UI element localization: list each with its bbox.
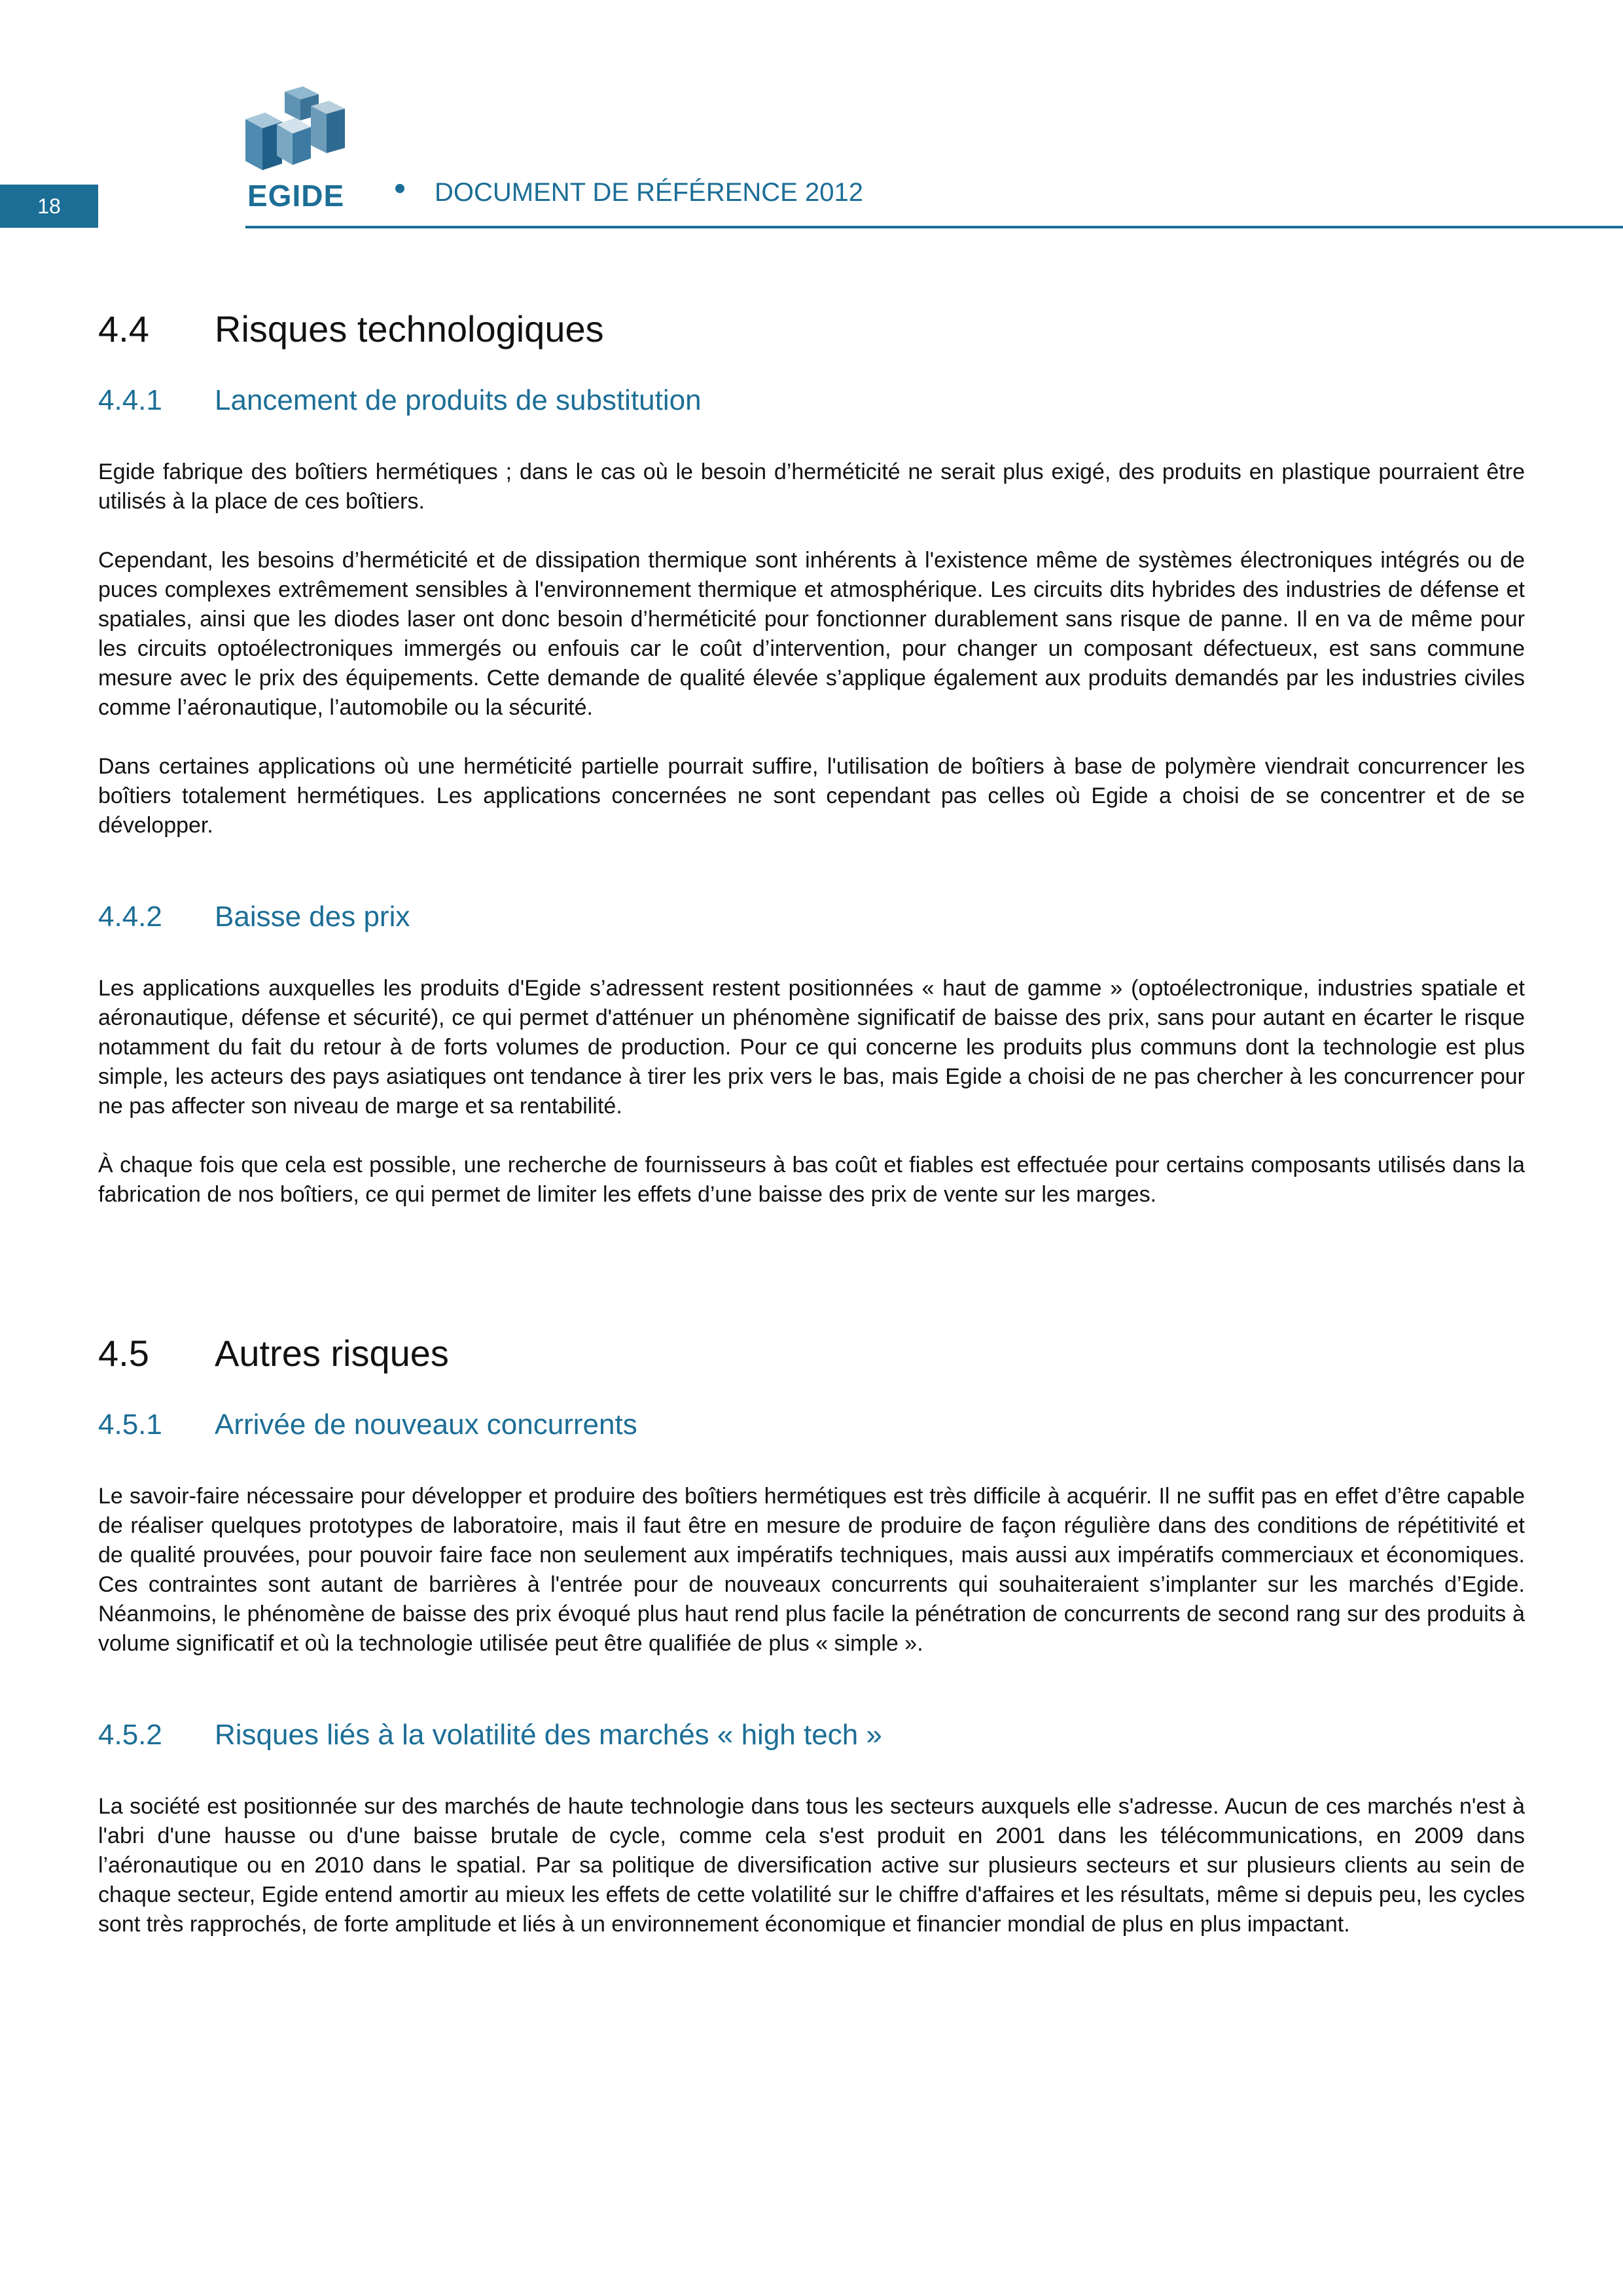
subsection-title: Baisse des prix [215, 901, 410, 933]
paragraph: À chaque fois que cela est possible, une recherche de fournisseurs à bas coût et fiables est effectuée pour certains composants utilisés dans la fabrication de nos boîtiers, ce qui permet de limiter les effets d’une baisse des prix de vente sur les marges. [98, 1153, 1525, 1207]
paragraph: Cependant, les besoins d’herméticité et de dissipation thermique sont inhérents à l'existence même de systèmes électroniques intégrés ou de puces complexes extrêmement sensibles à l'environnement thermique et atmosphérique. Les circuits dits hybrides des industries de défense et spatiales, ainsi que les diodes laser ont donc besoin d’herméticité pour fonctionner durablement sans risque de panne. Il en va de même pour les circuits optoélectroniques immergés ou enfouis car le coût d’intervention, pour changer un composant défectueux, est sans commune mesure avec le prix des équipements. Cette demande de qualité élevée s’applique également aux produits demandés par les industries civiles comme l’aéronautique, l’automobile ou la sécurité. [98, 548, 1525, 720]
header-bullet [395, 184, 404, 193]
logo-wordmark: EGIDE [247, 179, 345, 213]
subsection-heading [98, 1408, 1525, 1441]
paragraph: Dans certaines applications où une herméticité partielle pourrait suffire, l'utilisation de boîtiers à base de polymère viendrait concurrencer les boîtiers totalement hermétiques. Les applications concernées ne sont cependant pas celles où Egide a choisi de se concentrer et de se développer. [98, 754, 1525, 838]
paragraph: Les applications auxquelles les produits d'Egide s’adressent restent positionnées « haut de gamme » (optoélectronique, industries spatiale et aéronautique, défense et sécurité), ce qui permet d'atténuer un phénomène significatif de baisse des prix, sans pour autant en écarter le risque notamment du fait du retour à de forts volumes de production. Pour ce qui concerne les produits plus communs dont la technologie est plus simple, les acteurs des pays asiatiques ont tendance à tirer les prix vers le bas, mais Egide a choisi de ne pas chercher à les concurrencer pour ne pas affecter son niveau de marge et sa rentabilité. [98, 976, 1525, 1119]
section-number: 4.4 [98, 308, 149, 350]
subsection-number: 4.5.1 [98, 1408, 162, 1441]
subsection-title: Risques liés à la volatilité des marchés « high tech » [215, 1719, 882, 1751]
subsection-title: Arrivée de nouveaux concurrents [215, 1408, 637, 1441]
document-title: DOCUMENT DE RÉFÉRENCE 2012 [435, 178, 863, 207]
section-number: 4.5 [98, 1333, 149, 1374]
subsection-heading [98, 901, 1525, 933]
subsection-title: Lancement de produits de substitution [215, 384, 702, 416]
subsection-heading [98, 384, 1525, 417]
section-title: Autres risques [215, 1333, 449, 1374]
paragraph: Egide fabrique des boîtiers hermétiques ; dans le cas où le besoin d’herméticité ne serait plus exigé, des produits en plastique pourraient être utilisés à la place de ces boîtiers. [98, 459, 1525, 514]
header-rule [245, 226, 1623, 228]
section-title: Risques technologiques [215, 308, 604, 350]
subsection-number: 4.5.2 [98, 1719, 162, 1751]
paragraph: Le savoir-faire nécessaire pour développer et produire des boîtiers hermétiques est très difficile à acquérir. Il ne suffit pas en effet d’être capable de réaliser quelques prototypes de laboratoire, mais il faut être en mesure de produire de façon régulière dans des conditions de répétitivité et de qualité prouvées, pour pouvoir faire face non seulement aux impératifs techniques, mais aussi aux impératifs commerciaux et économiques. Ces contraintes sont autant de barrières à l'entrée pour de nouveaux concurrents qui souhaiteraient s’implanter sur les marchés d’Egide. Néanmoins, le phénomène de baisse des prix évoqué plus haut rend plus facile la pénétration de concurrents de second rang sur des produits à volume significatif et où la technologie utilisée peut être qualifiée de plus « simple ». [98, 1484, 1525, 1656]
paragraph: La société est positionnée sur des marchés de haute technologie dans tous les secteurs auxquels elle s'adresse. Aucun de ces marchés n'est à l'abri d'une hausse ou d'une baisse brutale de cycle, comme cela s'est produit en 2001 dans les télécommunications, en 2009 dans l’aéronautique ou en 2010 dans le spatial. Par sa politique de diversification active sur plusieurs secteurs et sur plusieurs clients au sein de chaque secteur, Egide entend amortir au mieux les effets de cette volatilité sur le chiffre d'affaires et les résultats, même si depuis peu, les cycles sont très rapprochés, de forte amplitude et liés à un environnement économique et financier mondial de plus en plus impactant. [98, 1794, 1525, 1937]
section-heading [98, 308, 1525, 350]
main-content [98, 308, 1525, 1969]
subsection-number: 4.4.2 [98, 901, 162, 933]
subsection-heading [98, 1719, 1525, 1751]
section-heading [98, 1332, 1525, 1374]
egide-cubes-logo [245, 86, 363, 178]
subsection-number: 4.4.1 [98, 384, 162, 416]
page-number: 18 [0, 185, 98, 228]
